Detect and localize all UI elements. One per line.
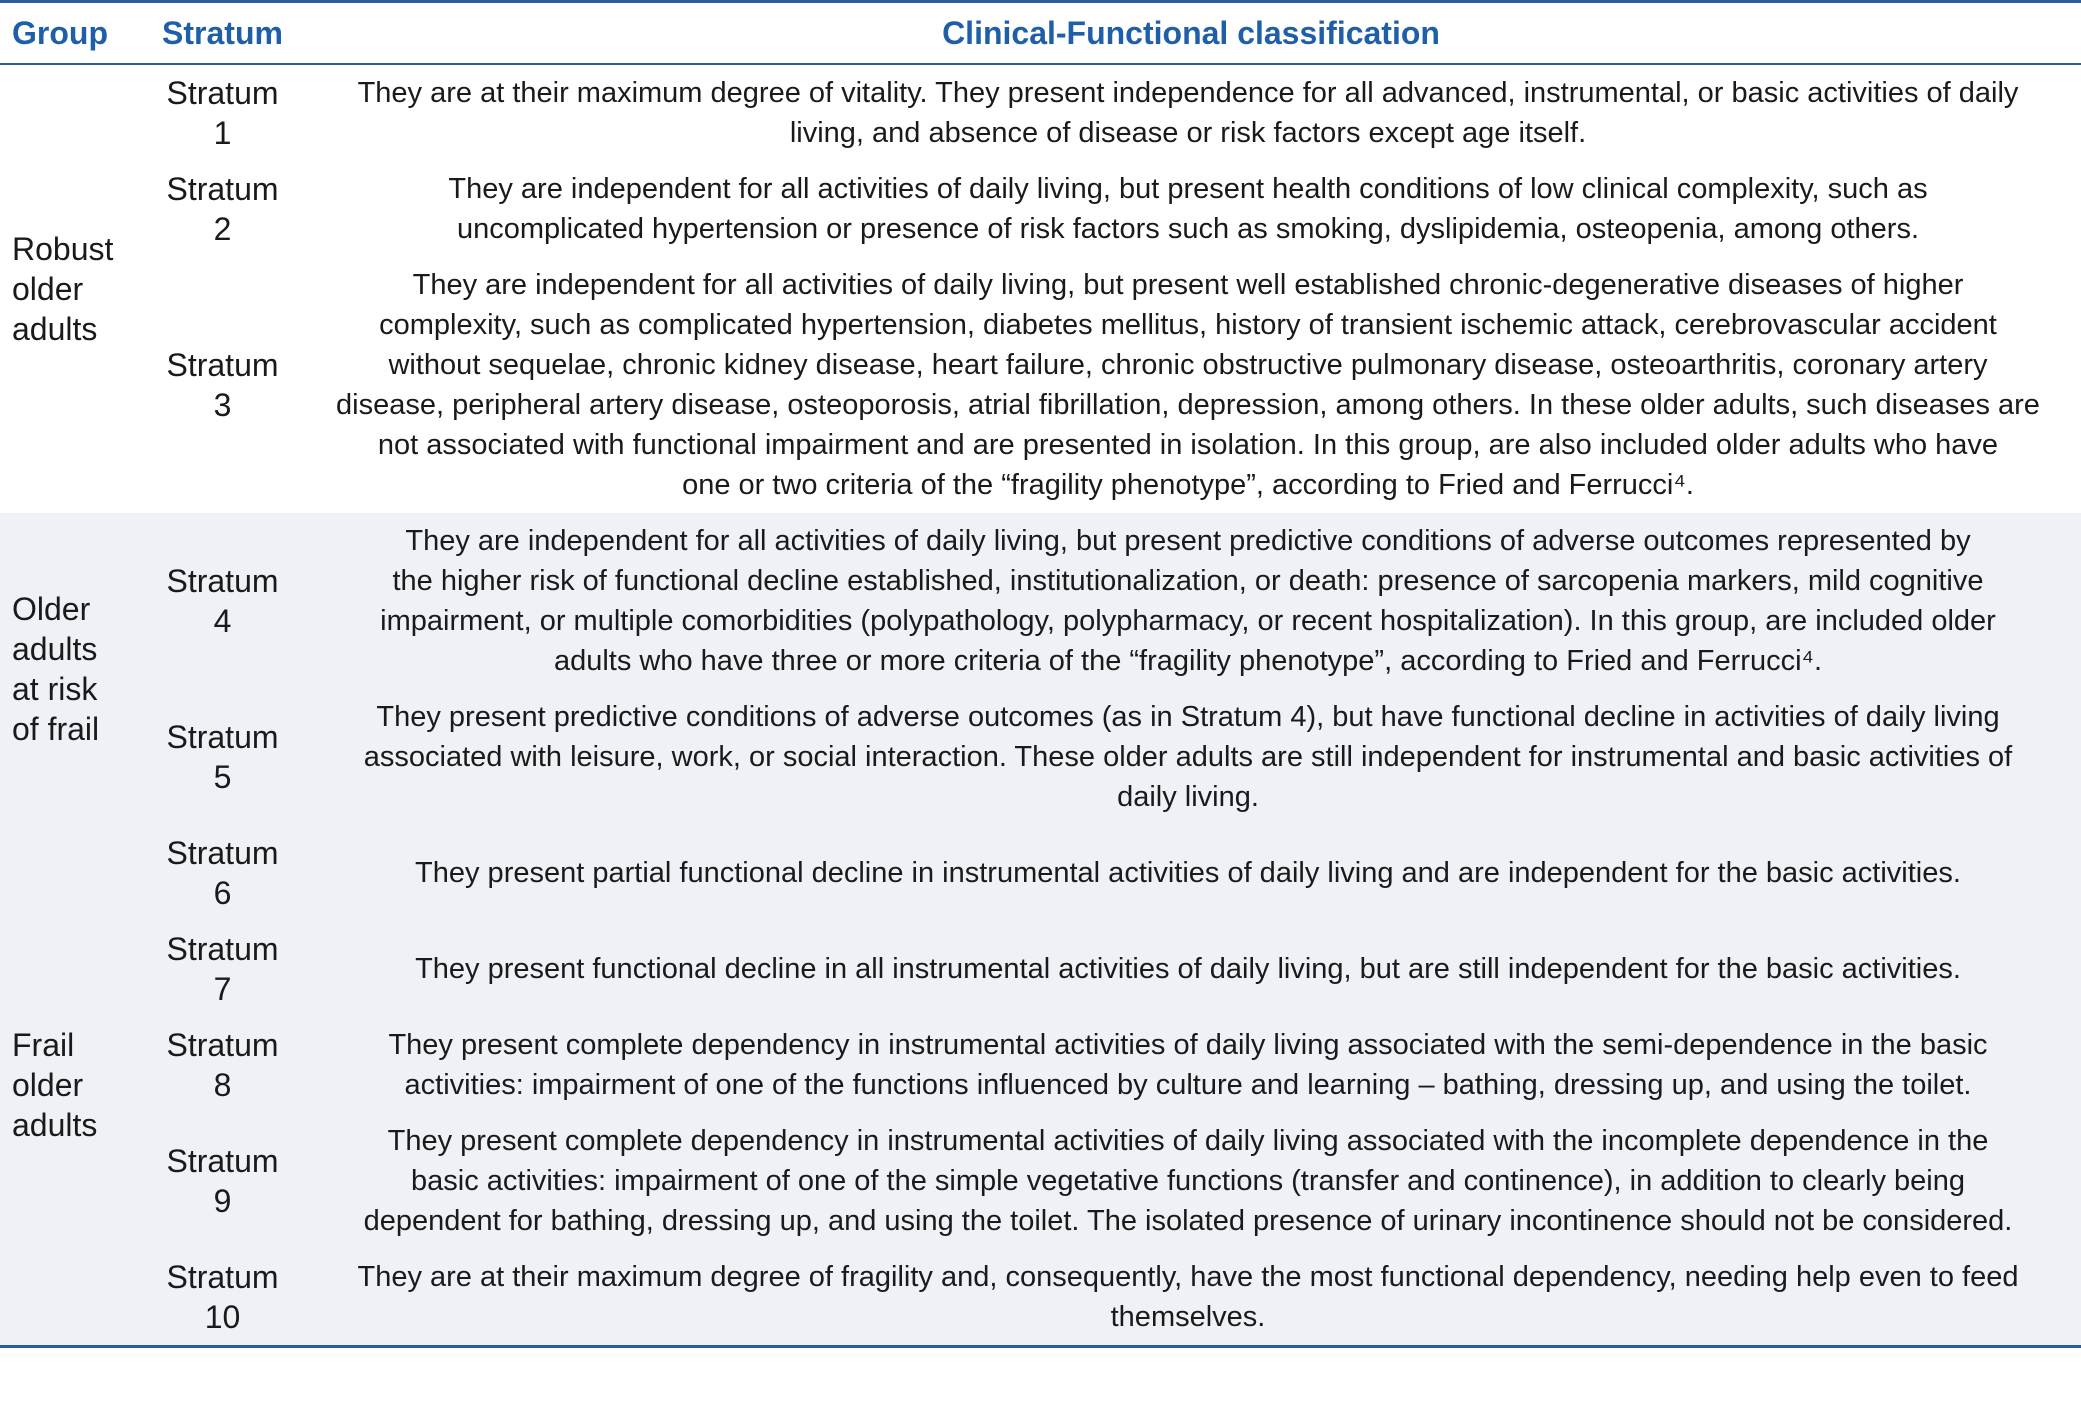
description-line: They present predictive conditions of adverse outcomes (as in Stratum 4), but have functional decline in activities of daily living [376,701,2000,733]
description-line: complexity, such as complicated hypertension, diabetes mellitus, history of transient ischemic attack, cerebrovascular accident [379,309,1997,341]
stratum-description [285,521,2081,681]
stratum-description [285,853,2081,893]
table-row [160,65,2081,161]
description-line: They are at their maximum degree of vitality. They present independence for all advanced, instrumental, or basic activities of daily [357,77,2019,109]
table-row [160,1017,2081,1113]
stratum-label: Stratum 10 [166,1259,279,1335]
description-line: without sequelae, chronic kidney disease, heart failure, chronic obstructive pulmonary disease, osteoarthritis, coronary artery [388,349,1988,381]
group-block [0,825,2081,1345]
description-line: dependent for bathing, dressing up, and using the toilet. The isolated presence of urinary incontinence should not be considered. [363,1205,2013,1237]
description-line: They are independent for all activities of daily living, but present predictive conditions of adverse outcomes represented by [405,525,1971,557]
description-line: themselves. [1110,1301,1266,1333]
stratum-description [285,169,2081,249]
description-line: associated with leisure, work, or social interaction. These older adults are still independent for instrumental and basic activities of [363,741,2013,773]
group-name: Older adults at risk of frail [12,591,100,747]
stratum-description [285,1257,2081,1337]
stratum-label: Stratum 5 [166,719,279,795]
group-cell [0,65,160,513]
table-row [160,921,2081,1017]
stratum-label: Stratum 2 [166,171,279,247]
stratum-description [285,1121,2081,1241]
description-line: They are at their maximum degree of fragility and, consequently, have the most functional dependency, needing help even to feed [357,1261,2019,1293]
description-line: They present complete dependency in instrumental activities of daily living associated with the incomplete dependence in the [387,1125,1989,1157]
group-name: Robust older adults [12,231,114,347]
table-body [0,65,2081,1345]
stratum-label: Stratum 4 [166,563,279,639]
description-line: basic activities: impairment of one of the simple vegetative functions (transfer and continence), in addition to clearly being [411,1165,1965,1197]
stratum-description [285,1025,2081,1105]
header-stratum: Stratum [162,14,283,51]
stratum-label: Stratum 9 [166,1143,279,1219]
description-line: They are independent for all activities of daily living, but present well established chronic-degenerative diseases of higher [412,269,1964,301]
description-line: activities: impairment of one of the functions influenced by culture and learning – bathing, dressing up, and using the toilet. [404,1069,1972,1101]
table-row [160,161,2081,257]
table-row [160,1249,2081,1345]
table-row [160,257,2081,513]
table-header [0,3,2081,65]
description-line: uncomplicated hypertension or presence of risk factors such as smoking, dyslipidemia, osteopenia, among others. [456,213,1920,245]
description-line: They present functional decline in all instrumental activities of daily living, but are still independent for the basic activities. [415,953,1961,985]
stratum-rows [160,825,2081,1345]
stratum-description [285,73,2081,153]
description-line: They present partial functional decline in instrumental activities of daily living and are independent for the basic activities. [415,857,1961,889]
stratum-description [285,265,2081,505]
stratum-rows [160,65,2081,513]
description-line: impairment, or multiple comorbidities (polypathology, polypharmacy, or recent hospitalization). In this group, are included older [380,605,1996,637]
description-line: adults who have three or more criteria of the “fragility phenotype”, according to Fried and Ferrucci⁴. [553,645,1823,677]
table-row [160,1113,2081,1249]
group-name: Frail older adults [12,1027,98,1143]
stratum-label: Stratum 8 [166,1027,279,1103]
header-classification: Clinical-Functional classification [942,14,1440,51]
table-row [160,689,2081,825]
group-block [0,65,2081,513]
table-row [160,825,2081,921]
stratum-label: Stratum 1 [166,75,279,151]
description-line: daily living. [1117,781,1259,813]
description-line: the higher risk of functional decline established, institutionalization, or death: presence of sarcopenia markers, mild cognitive [392,565,1984,597]
description-line: not associated with functional impairment and are presented in isolation. In this group, are also included older adults who have [377,429,1999,461]
table-row [160,513,2081,689]
stratum-description [285,697,2081,817]
description-line: living, and absence of disease or risk factors except age itself. [789,117,1587,149]
stratum-label: Stratum 3 [166,347,279,423]
stratum-description [285,949,2081,989]
stratum-label: Stratum 6 [166,835,279,911]
description-line: They present complete dependency in instrumental activities of daily living associated with the semi-dependence in the basic [388,1029,1988,1061]
group-cell [0,513,160,825]
header-group: Group [12,14,108,51]
group-block [0,513,2081,825]
description-line: one or two criteria of the “fragility phenotype”, according to Fried and Ferrucci⁴. [682,469,1694,501]
description-line: They are independent for all activities of daily living, but present health conditions of low clinical complexity, such as [448,173,1928,205]
description-line: disease, peripheral artery disease, osteoporosis, atrial fibrillation, depression, among others. In these older adults, such diseases are [336,389,2040,421]
stratum-label: Stratum 7 [166,931,279,1007]
stratum-rows [160,513,2081,825]
group-cell [0,825,160,1345]
